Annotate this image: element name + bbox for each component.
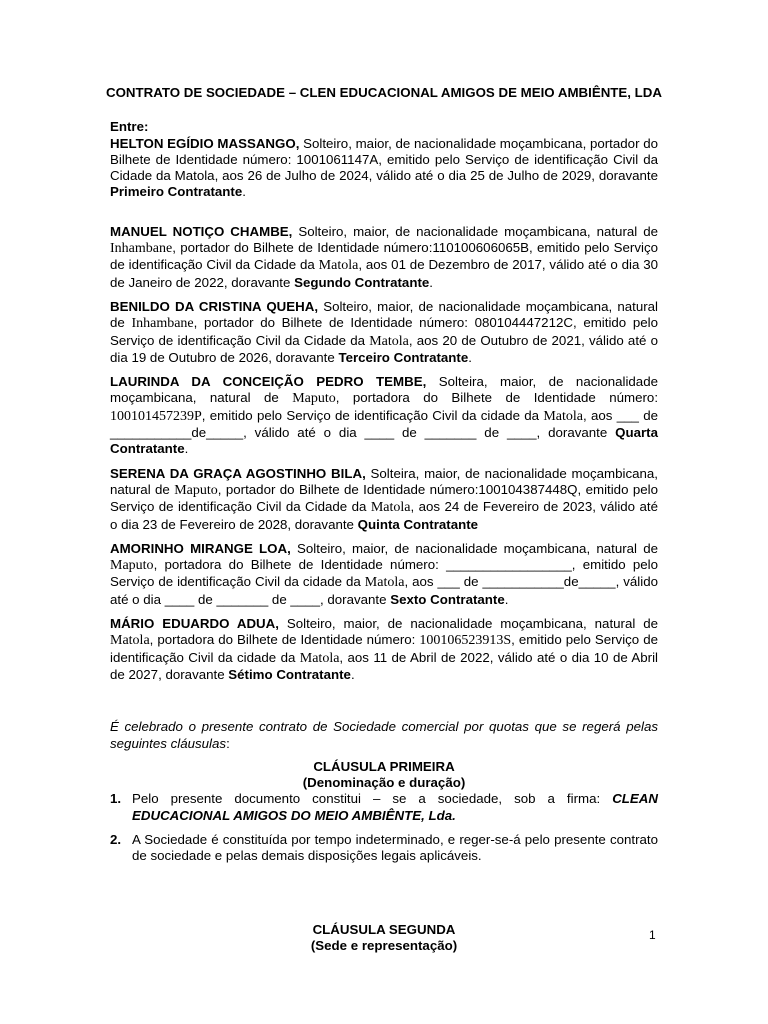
clause-title: CLÁUSULA PRIMEIRA: [313, 758, 455, 774]
party-paragraph-2: MANUEL NOTIÇO CHAMBE, Solteiro, maior, de nacionalidade moçambicana, natural de Inhambane, portador do Bilhete de Identidade número:110100606065B, emitido pelo Serviço de identificação Civil da Cidade da Matola, aos 01 de Dezembro de 2017, válido até o dia 30 de Janeiro de 2022, doravante Segundo Contratante.: [110, 223, 658, 290]
item-text: A Sociedade é constituída por tempo indeterminado, e reger-se-á pelo presente contrato de sociedade e pelas demais disposições legais aplicáveis.: [132, 831, 658, 864]
intro-paragraph: É celebrado o presente contrato de Sociedade comercial por quotas que se regerá pelas seguintes cláusulas:: [110, 719, 658, 751]
party-name: MANUEL NOTIÇO CHAMBE,: [110, 223, 293, 239]
firm-name: CLEAN EDUCACIONAL AMIGOS DO MEIO AMBIÊNTE, Lda.: [132, 791, 658, 823]
party-role: Quinta Contratante: [357, 516, 479, 532]
party-name: MÁRIO EDUARDO ADUA,: [110, 616, 279, 632]
party-paragraph-3: BENILDO DA CRISTINA QUEHA, Solteiro, maior, de nacionalidade moçambicana, natural de Inhambane, portador do Bilhete de Identidade número: 080104447212C, emitido pelo Serviço de identificação Civil da Cidade da Matola, aos 20 de Outubro de 2021, válido até o dia 19 de Outubro de 2026, doravante Terceiro Contratante.: [110, 298, 658, 365]
clause-subtitle: (Denominação e duração): [302, 775, 466, 791]
party-paragraph-5: SERENA DA GRAÇA AGOSTINHO BILA, Solteira, maior, de nacionalidade moçambicana, natural de Maputo, portador do Bilhete de Identidade número:100104387448Q, emitido pelo Serviço de identificação Civil da Cidade da Matola, aos 24 de Fevereiro de 2023, válido até o dia 23 de Fevereiro de 2028, doravante Quinta Contratante: [110, 465, 658, 532]
party-role: Quarta Contratante: [110, 425, 658, 457]
party-role: Primeiro Contratante: [110, 184, 243, 200]
clause-title: CLÁUSULA SEGUNDA: [312, 921, 456, 937]
document-body: [105, 85, 663, 954]
party-paragraph-6: AMORINHO MIRANGE LOA, Solteiro, maior, de nacionalidade moçambicana, natural de Maputo, portadora do Bilhete de Identidade número: _________________, emitido pelo Serviço de identificação Civil da cidade da Matola, aos ___ de ___________de_____, válido até o dia ____ de _______ de ____, doravante Sexto Contratante.: [110, 540, 658, 607]
page-number: 1: [649, 928, 656, 942]
party-paragraph-4: LAURINDA DA CONCEIÇÃO PEDRO TEMBE, Solteira, maior, de nacionalidade moçambicana, natural de Maputo, portadora do Bilhete de Identidade número: 100101457239P, emitido pelo Serviço de identificação Civil da cidade da Matola, aos ___ de ___________de_____, válido até o dia ____ de _______ de ____, doravante Quarta Contratante.: [110, 374, 659, 457]
entre-label: Entre:: [110, 119, 149, 135]
clause-item-1: [110, 791, 658, 824]
party-name: SERENA DA GRAÇA AGOSTINHO BILA,: [110, 465, 366, 481]
party-role: Sexto Contratante: [390, 591, 505, 607]
party-role: Terceiro Contratante: [338, 349, 469, 365]
party-name: LAURINDA DA CONCEIÇÃO PEDRO TEMBE,: [110, 374, 427, 390]
party-paragraph-1: HELTON EGÍDIO MASSANGO, Solteiro, maior, de nacionalidade moçambicana, portador do Bilhete de Identidade número: 1001061147A, emitido pelo Serviço de identificação Civil da Cidade da Matola, aos 26 de Julho de 2024, válido até o dia 25 de Julho de 2029, doravante Primeiro Contratante.: [110, 135, 658, 200]
item-text: Pelo presente documento constitui – se a sociedade, sob a firma: CLEAN EDUCACIONAL AMIGOS DO MEIO AMBIÊNTE, Lda.: [132, 791, 658, 823]
item-number: 1.: [110, 791, 122, 807]
party-role: Segundo Contratante: [294, 274, 430, 290]
party-name: HELTON EGÍDIO MASSANGO,: [110, 135, 300, 151]
clause-items: [110, 791, 658, 864]
party-role: Sétimo Contratante: [228, 666, 351, 682]
party-name: BENILDO DA CRISTINA QUEHA,: [110, 298, 319, 314]
clause-item-2: [110, 832, 658, 865]
clause-primeira: [110, 759, 658, 865]
party-name: AMORINHO MIRANGE LOA,: [110, 540, 291, 556]
item-number: 2.: [110, 831, 122, 847]
clause-segunda: [110, 922, 658, 955]
party-paragraph-7: MÁRIO EDUARDO ADUA, Solteiro, maior, de nacionalidade moçambicana, natural de Matola, portadora do Bilhete de Identidade número: 100106523913S, emitido pelo Serviço de identificação Civil da cidade da Matola, aos 11 de Abril de 2022, válido até o dia 10 de Abril de 2027, doravante Sétimo Contratante.: [110, 616, 658, 682]
document-title: CONTRATO DE SOCIEDADE – CLEN EDUCACIONAL AMIGOS DE MEIO AMBIÊNTE, LDA: [105, 85, 663, 100]
clause-subtitle: (Sede e representação): [310, 937, 458, 953]
